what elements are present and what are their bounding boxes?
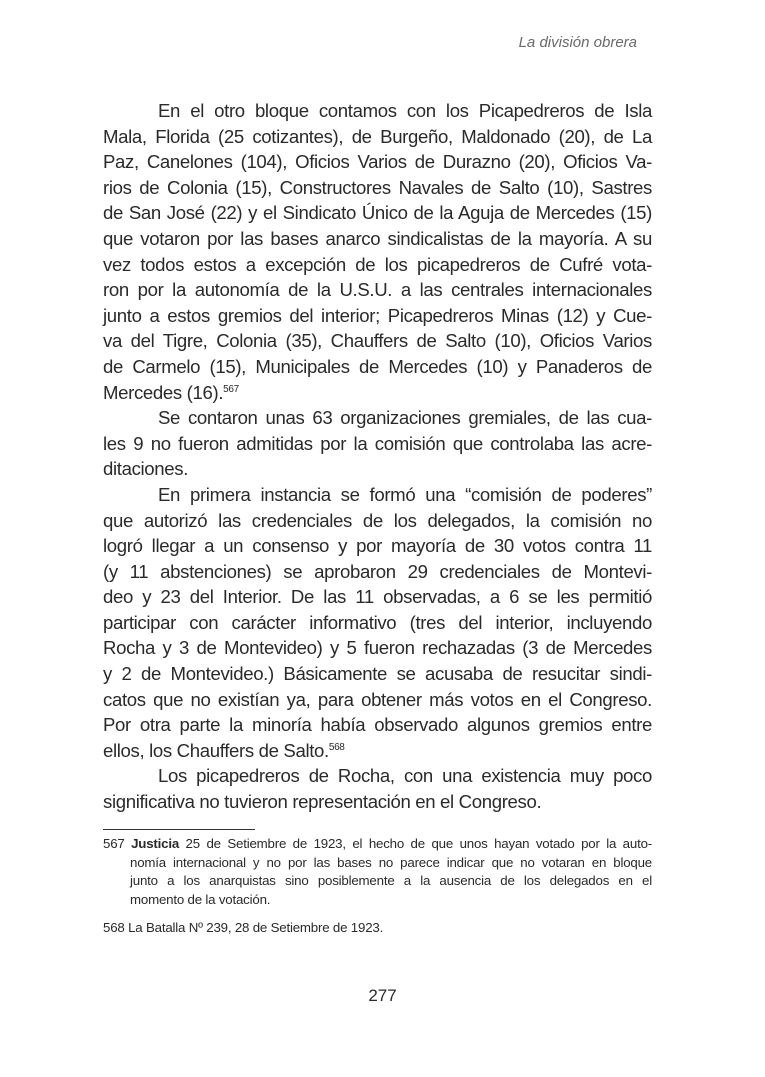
footnote-gap — [103, 909, 652, 919]
footnote-ref-567[interactable]: 567 — [223, 383, 239, 395]
paragraph-3-line: catos que no existían ya, para obtener más votos en el Congreso. — [103, 688, 652, 710]
paragraph-1-line: Mala, Florida (25 cotizantes), de Burgeño, Maldonado (20), de La — [103, 125, 652, 147]
paragraph-3-line-text: ellos, los Chauffers de Salto. — [103, 739, 329, 761]
paragraph-1-line: de Carmelo (15), Municipales de Mercedes (10) y Panaderos de — [103, 355, 652, 377]
paragraph-1-line: rios de Colonia (15), Constructores Navales de Salto (10), Sastres — [103, 176, 652, 198]
footnote-number: 568 — [103, 920, 125, 935]
paragraph-2-line: ditaciones. — [103, 458, 189, 480]
body-text — [103, 98, 652, 815]
paragraph-1-line: En el otro bloque contamos con los Picapedreros de Isla — [158, 100, 652, 121]
footnote-separator — [103, 829, 255, 830]
footnote-text: 25 de Setiembre de 1923, el hecho de que unos hayan votado por la auto- — [185, 836, 652, 851]
paragraph-1-line: va del Tigre, Colonia (35), Chauffers de Salto (10), Oficios Varios — [103, 330, 652, 352]
paragraph-1-line: que votaron por las bases anarco sindicalistas de la mayoría. A su — [103, 227, 652, 249]
paragraph-4-line: significativa no tuvieron representación en el Congreso. — [103, 791, 542, 813]
footnotes — [103, 835, 652, 938]
paragraph-1-line: vez todos estos a excepción de los picapedreros de Cufré vota- — [103, 253, 652, 275]
paragraph-3-last-line — [103, 738, 652, 764]
paragraph-3-line: Rocha y 3 de Montevideo) y 5 fueron rechazadas (3 de Mercedes — [103, 637, 652, 659]
footnote-568 — [103, 919, 652, 938]
paragraph-3-line: Por otra parte la minoría había observado algunos gremios entre — [103, 714, 652, 736]
paragraph-3-line: y 2 de Montevideo.) Básicamente se acusaba de resucitar sindi- — [103, 663, 652, 685]
footnote-567-line: junto a los anarquistas sino posiblemente a la ausencia de los delegados en el — [130, 873, 652, 888]
footnote-567-line: momento de la votación. — [130, 891, 271, 907]
paragraph-3-line: logró llegar a un consenso y por mayoría de 30 votos contra 11 — [103, 535, 652, 557]
footnote-source: Justicia — [131, 836, 180, 851]
paragraph-2-line: les 9 no fueron admitidas por la comisión que controlaba las acre- — [103, 432, 652, 454]
paragraph-1-line-text: Mercedes (16). — [103, 381, 224, 403]
paragraph-3-line: deo y 23 del Interior. De las 11 observadas, a 6 se les permitió — [103, 586, 652, 608]
paragraph-1-line: ron por la autonomía de la U.S.U. a las centrales internacionales — [103, 279, 652, 301]
paragraph-3-line: En primera instancia se formó una “comisión de poderes” — [158, 483, 652, 505]
paragraph-1-line: junto a estos gremios del interior; Picapedreros Minas (12) y Cue- — [103, 304, 652, 326]
footnote-ref-568[interactable]: 568 — [328, 741, 345, 753]
paragraph-4-line: Los picapedreros de Rocha, con una existencia muy poco — [158, 765, 652, 787]
footnote-text: La Batalla Nº 239, 28 de Setiembre de 1923. — [128, 920, 384, 935]
footnote-number: 567 — [103, 836, 125, 851]
paragraph-3-line: que autorizó las credenciales de los delegados, la comisión no — [103, 509, 652, 531]
paragraph-1-line: Paz, Canelones (104), Oficios Varios de Durazno (20), Oficios Va- — [103, 151, 652, 173]
paragraph-2-line: Se contaron unas 63 organizaciones gremiales, de las cua- — [158, 407, 652, 429]
page-number: 277 — [368, 986, 397, 1005]
paragraph-1-last-line — [103, 380, 652, 406]
paragraph-3-line: (y 11 abstenciones) se aprobaron 29 credenciales de Montevi- — [103, 560, 652, 582]
paragraph-1-line: de San José (22) y el Sindicato Único de la Aguja de Mercedes (15) — [103, 202, 652, 224]
running-head: La división obrera — [518, 34, 637, 51]
footnote-567 — [103, 835, 652, 854]
paragraph-3-line: participar con carácter informativo (tres del interior, incluyendo — [103, 611, 652, 633]
footnote-567-line: nomía internacional y no por las bases no parece indicar que no votaran en bloque — [130, 854, 652, 870]
